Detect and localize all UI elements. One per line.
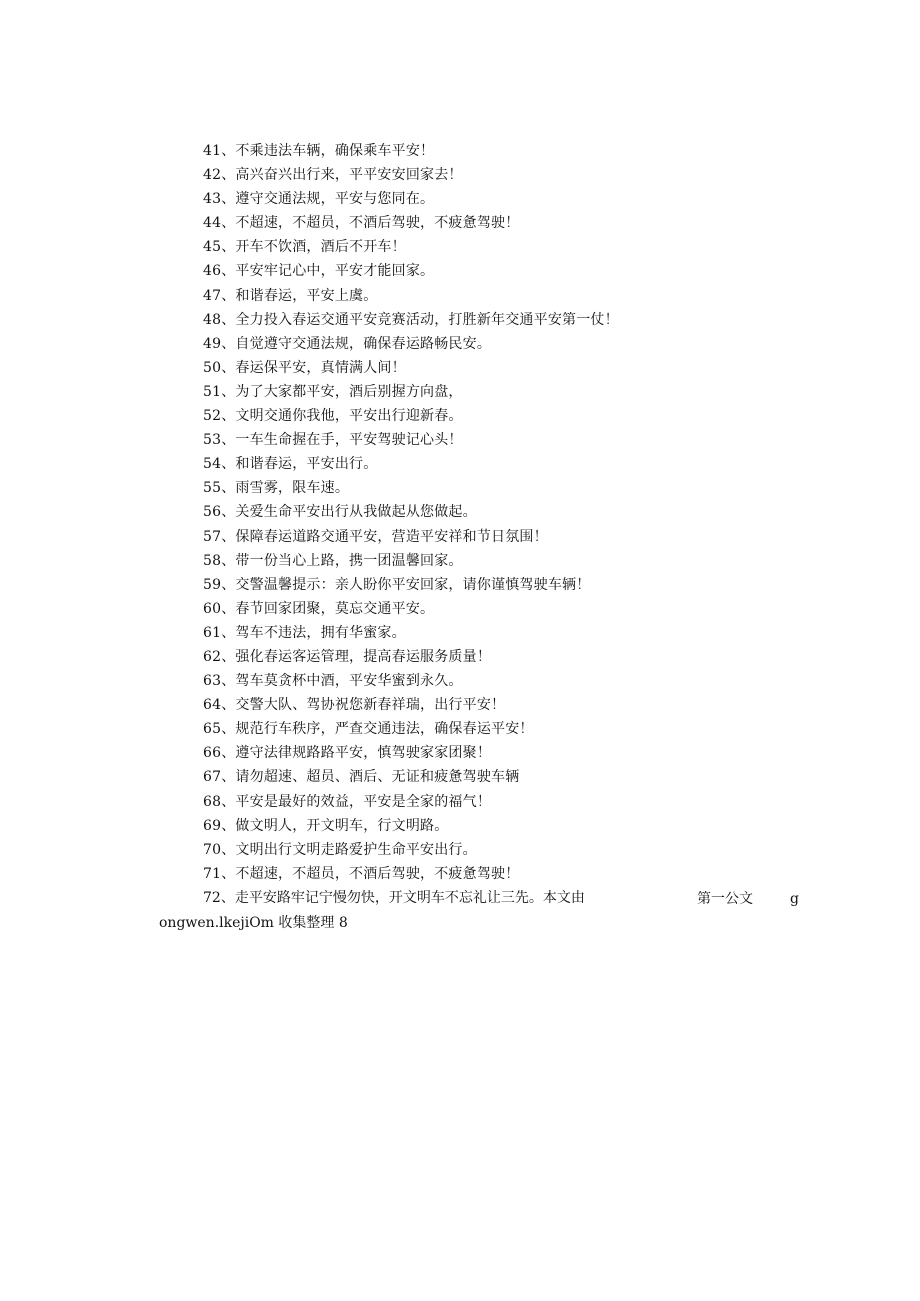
source-fragment: g	[790, 891, 799, 907]
source-tail: ongwen.lkejiOm 收集整理 8	[159, 915, 348, 931]
list-item: 52、文明交通你我他，平安出行迎新春。	[203, 408, 463, 425]
list-item: 51、为了大家都平安，酒后别握方向盘，	[203, 383, 463, 400]
list-item: 64、交警大队、驾协祝您新春祥瑞，出行平安！	[203, 697, 506, 714]
list-item-last: 72、走平安路牢记宁慢勿快，开文明车不忘礼让三先。本文由	[203, 890, 585, 906]
list-item: 70、文明出行文明走路爱护生命平安出行。	[203, 841, 477, 858]
list-item: 66、遵守法律规路路平安，慎驾驶家家团聚！	[203, 745, 492, 762]
list-item: 47、和谐春运，平安上虞。	[203, 287, 378, 304]
list-item: 68、平安是最好的效益，平安是全家的福气！	[203, 793, 492, 810]
list-item: 49、自觉遵守交通法规，确保春运路畅民安。	[203, 335, 492, 352]
list-item: 71、不超速，不超员，不酒后驾驶，不疲惫驾驶！	[203, 865, 520, 882]
source-label: 第一公文	[697, 891, 753, 907]
slogan-list	[203, 139, 823, 886]
list-item: 62、强化春运客运管理，提高春运服务质量！	[203, 648, 492, 665]
list-item: 63、驾车莫贪杯中酒，平安华蜜到永久。	[203, 673, 463, 690]
list-item: 61、驾车不违法，拥有华蜜家。	[203, 624, 406, 641]
list-item: 54、和谐春运，平安出行。	[203, 456, 378, 473]
list-item: 57、保障春运道路交通平安，营造平安祥和节日氛围！	[203, 528, 548, 545]
list-item: 56、关爱生命平安出行从我做起从您做起。	[203, 504, 477, 521]
list-item: 58、带一份当心上路，携一团温馨回家。	[203, 552, 463, 569]
list-item: 59、交警温馨提示：亲人盼你平安回家，请你谨慎驾驶车辆！	[203, 576, 591, 593]
list-item: 50、春运保平安，真情满人间！	[203, 359, 406, 376]
list-item: 45、开车不饮酒，酒后不开车！	[203, 239, 406, 256]
list-item: 60、春节回家团聚，莫忘交通平安。	[203, 600, 435, 617]
list-item: 44、不超速，不超员，不酒后驾驶，不疲惫驾驶！	[203, 215, 520, 232]
list-item: 43、遵守交通法规，平安与您同在。	[203, 191, 435, 208]
list-item: 46、平安牢记心中，平安才能回家。	[203, 263, 435, 280]
list-item: 67、请勿超速、超员、酒后、无证和疲惫驾驶车辆	[203, 769, 520, 786]
list-item: 69、做文明人，开文明车，行文明路。	[203, 817, 449, 834]
list-item: 41、不乘违法车辆，确保乘车平安！	[203, 143, 435, 159]
list-item: 53、一车生命握在手，平安驾驶记心头！	[203, 432, 463, 449]
list-item: 48、全力投入春运交通平安竞赛活动，打胜新年交通平安第一仗！	[203, 311, 619, 328]
list-item: 42、高兴奋兴出行来，平平安安回家去！	[203, 167, 463, 184]
list-item: 65、规范行车秩序，严查交通违法，确保春运平安！	[203, 721, 534, 738]
list-item: 55、雨雪雾，限车速。	[203, 480, 350, 497]
